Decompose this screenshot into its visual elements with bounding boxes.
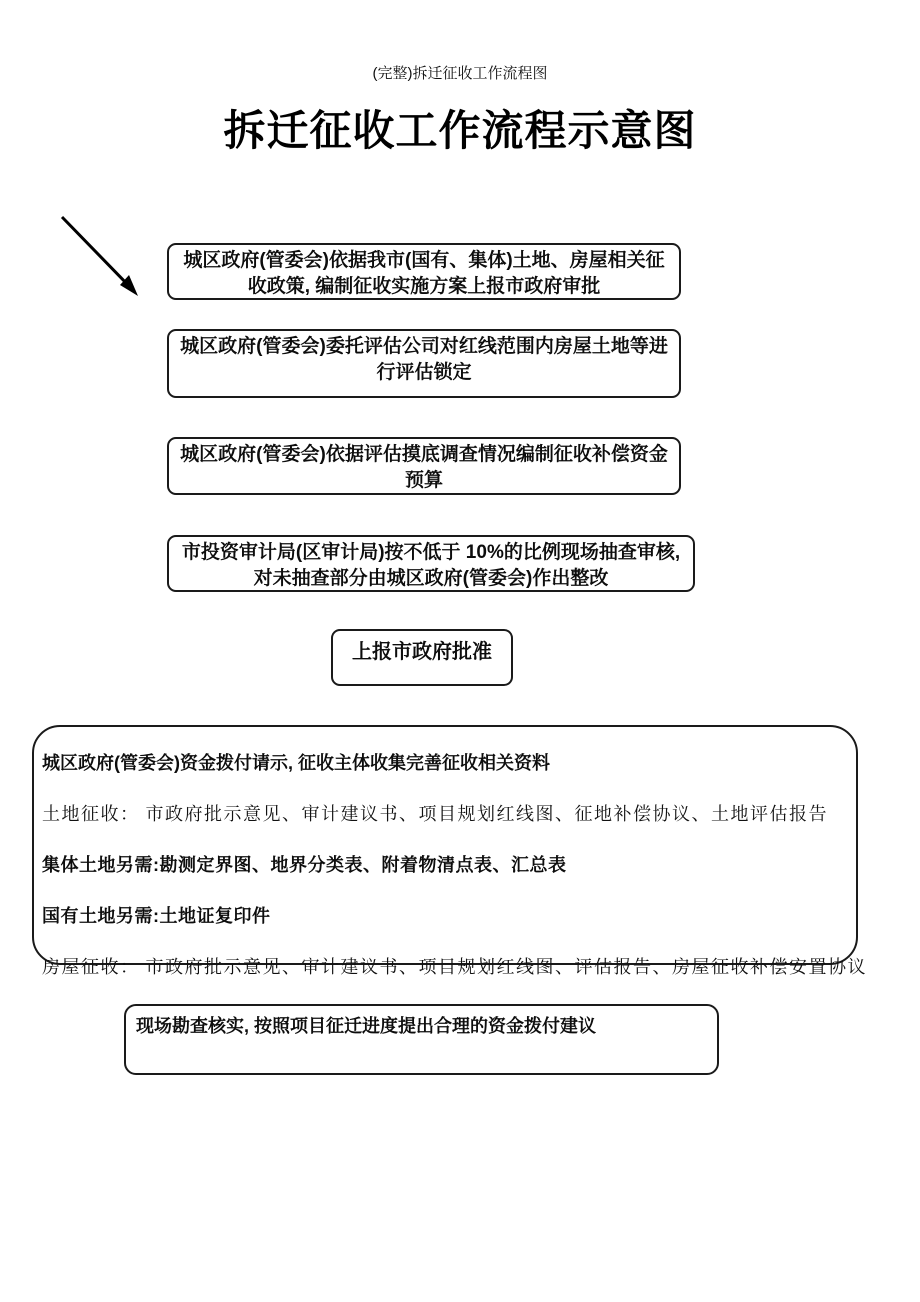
materials-requirements-box	[32, 725, 867, 977]
flow-step-box-1	[167, 243, 681, 300]
materials-line-collective-land: 集体土地另需:勘测定界图、地界分类表、附着物清点表、汇总表	[42, 855, 567, 875]
flow-step-text: 城区政府(管委会)依据评估摸底调查情况编制征收补偿资金预算	[180, 444, 668, 491]
flow-step-text: 上报市政府批准	[352, 641, 492, 663]
flow-step-box-5	[331, 629, 513, 686]
flow-step-box-3	[167, 437, 681, 495]
materials-line-land-acquisition: 土地征收： 市政府批示意见、审计建议书、项目规划红线图、征地补偿协议、土地评估报告	[42, 804, 828, 824]
document-header-note: (完整)拆迁征收工作流程图	[372, 65, 548, 82]
flow-step-text: 城区政府(管委会)委托评估公司对红线范围内房屋土地等进行评估锁定	[180, 336, 668, 383]
page-title: 拆迁征收工作流程示意图	[223, 109, 697, 155]
final-step-text: 现场勘查核实, 按照项目征迁进度提出合理的资金拨付建议	[136, 1016, 596, 1036]
flow-step-box-2	[167, 329, 681, 398]
materials-line-state-land: 国有土地另需:土地证复印件	[42, 906, 271, 926]
diagonal-arrow-icon	[48, 203, 158, 313]
flow-step-box-4	[167, 535, 695, 592]
flow-step-text: 城区政府(管委会)依据我市(国有、集体)土地、房屋相关征收政策, 编制征收实施方案上报市政府审批	[183, 250, 665, 297]
materials-heading: 城区政府(管委会)资金拨付请示, 征收主体收集完善征收相关资料	[42, 753, 550, 773]
materials-line-house-acquisition: 房屋征收： 市政府批示意见、审计建议书、项目规划红线图、评估报告、房屋征收补偿安置协议	[42, 957, 867, 977]
final-step-box	[124, 1004, 719, 1075]
flow-step-text: 市投资审计局(区审计局)按不低于 10%的比例现场抽查审核, 对未抽查部分由城区政府(管委会)作出整改	[181, 542, 681, 589]
